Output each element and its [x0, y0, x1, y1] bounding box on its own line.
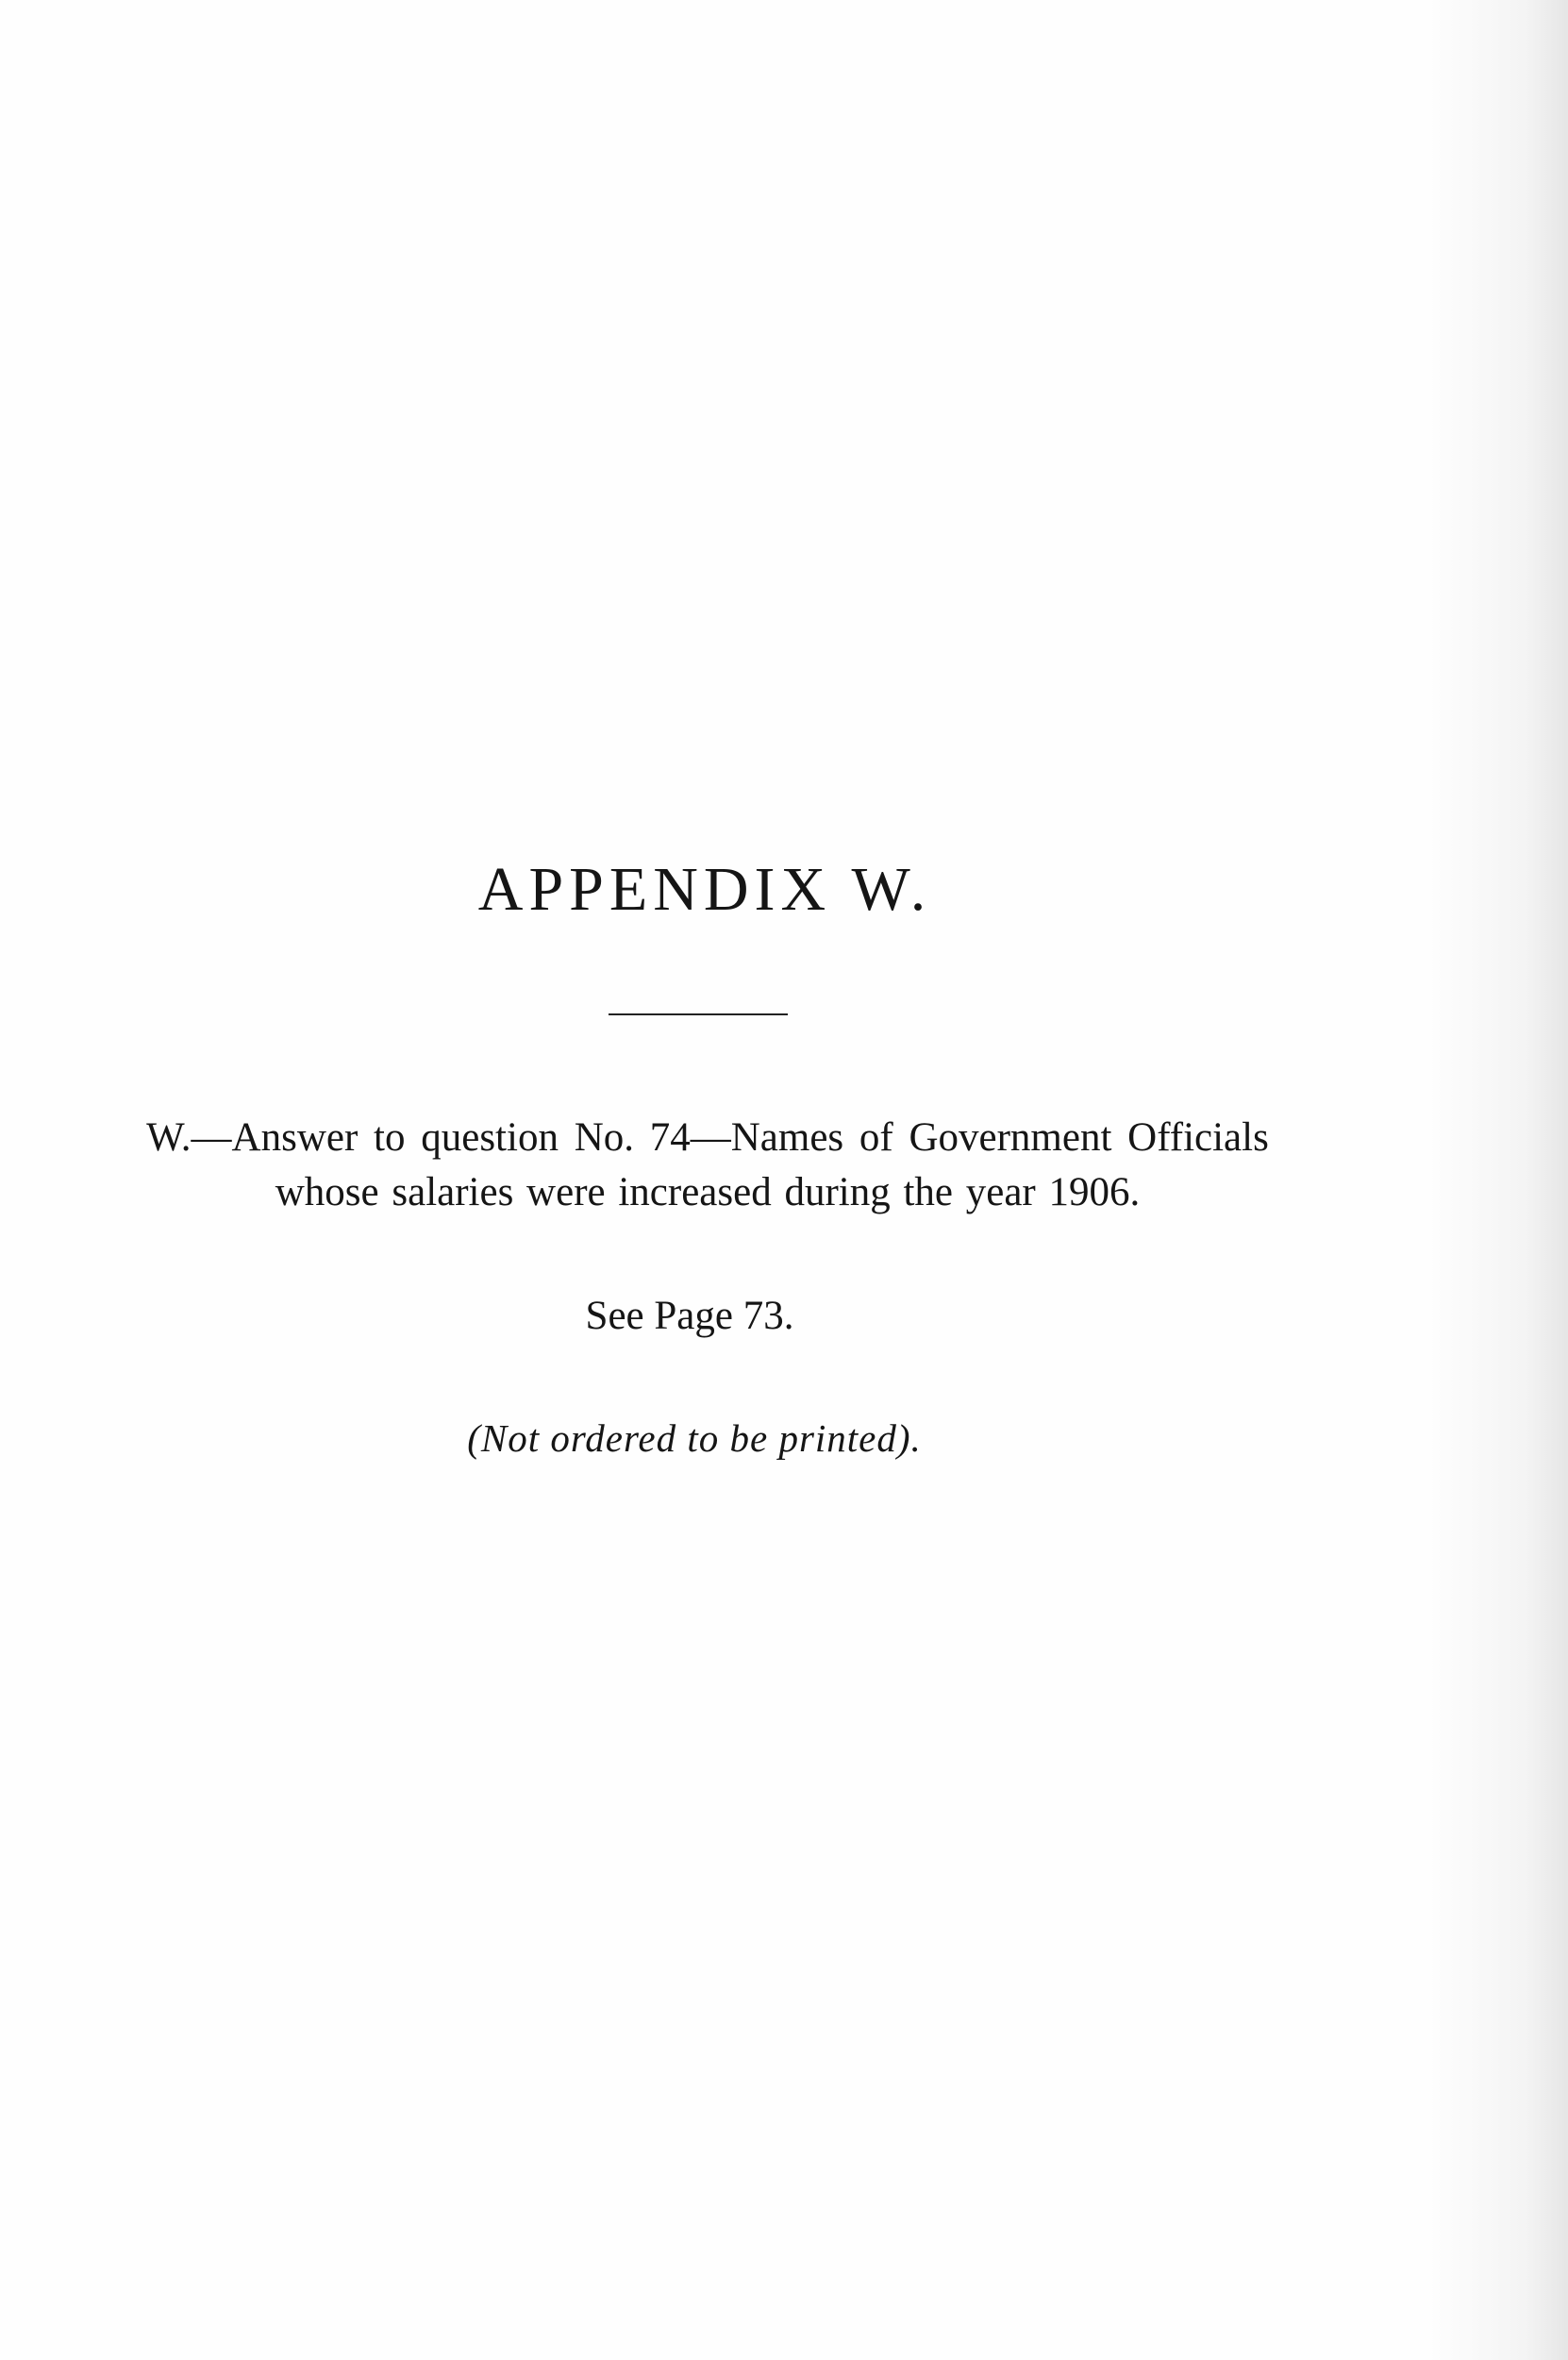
subject-line-1: W.—Answer to question No. 74—Names of Government Officials [146, 1115, 1269, 1160]
heading-divider [609, 1013, 788, 1015]
appendix-subject [0, 1111, 1415, 1220]
subject-line-2: whose salaries were increased during the year 1906. [275, 1170, 1141, 1214]
see-page-reference: See Page 73. [585, 1294, 794, 1338]
appendix-heading: APPENDIX W. [477, 855, 932, 924]
paper-edge-shading [1426, 0, 1568, 2360]
not-printed-note: (Not ordered to be printed). [467, 1416, 922, 1460]
